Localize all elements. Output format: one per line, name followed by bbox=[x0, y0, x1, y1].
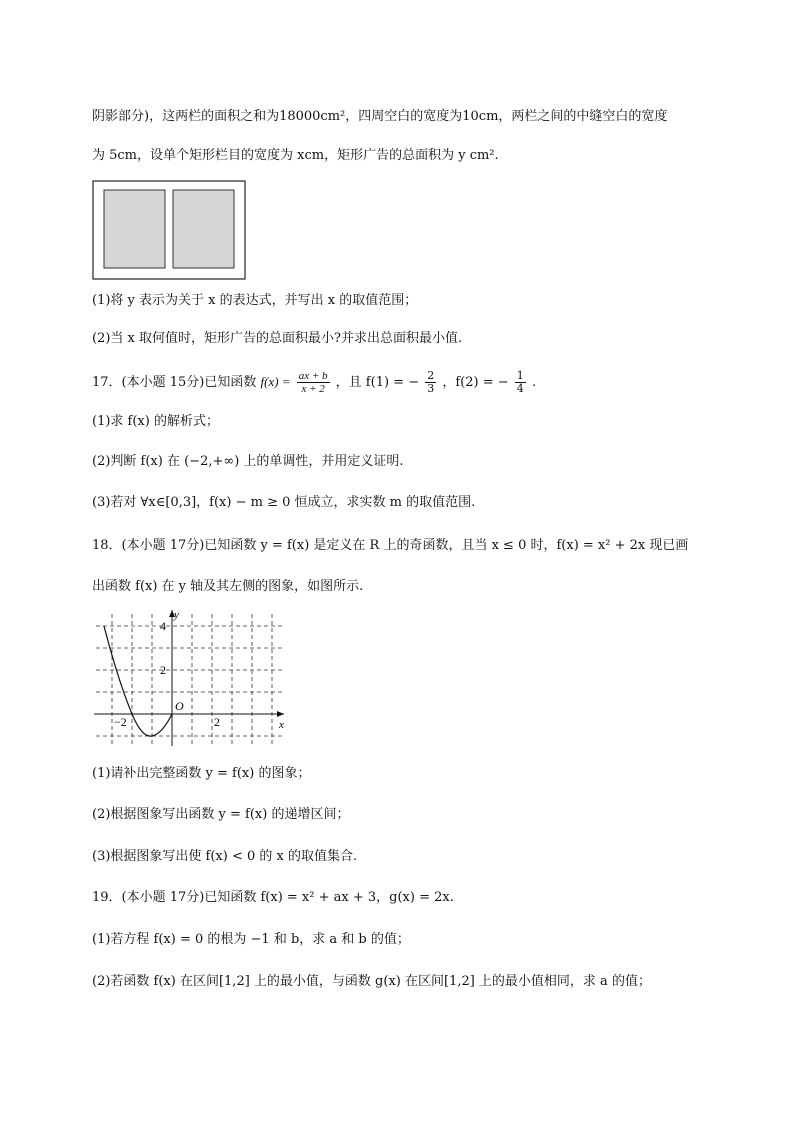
q17-frac-1-num: 2 bbox=[427, 369, 435, 382]
q17-cond-1: ，且 f(1) = − bbox=[335, 375, 420, 390]
q18-stem-line-1: 18．(本小题 17分)已知函数 y = f(x) 是定义在 R 上的奇函数，且当 x ≤ 0 时，f(x) = x² + 2x 现已画 bbox=[92, 538, 689, 553]
origin-label: O bbox=[175, 699, 184, 713]
q18-graph bbox=[92, 606, 292, 751]
tick-x-neg2: −2 bbox=[114, 715, 127, 729]
q17-frac-2-num: 1 bbox=[516, 369, 524, 382]
tick-x-2: 2 bbox=[214, 715, 220, 729]
q17-frac-2-den: 4 bbox=[516, 382, 524, 395]
q18-stem-line-2: 出函数 f(x) 在 y 轴及其左侧的图象，如图所示. bbox=[92, 579, 364, 594]
q17-prefix: 17．(本小题 15分)已知函数 bbox=[92, 375, 257, 390]
ad-column-right bbox=[173, 190, 234, 268]
q16-part-2: (2)当 x 取何值时，矩形广告的总面积最小?并求出总面积最小值. bbox=[92, 331, 463, 346]
q19-stem: 19．(本小题 17分)已知函数 f(x) = x² + ax + 3，g(x) = 2x. bbox=[92, 890, 454, 905]
intro-line-1: 阴影部分)，这两栏的面积之和为18000cm²，四周空白的宽度为10cm，两栏之间的中缝空白的宽度 bbox=[92, 109, 668, 124]
intro-line-2: 为 5cm，设单个矩形栏目的宽度为 xcm，矩形广告的总面积为 y cm². bbox=[92, 148, 499, 163]
q17-frac-1-den: 3 bbox=[427, 382, 435, 395]
ad-column-left bbox=[104, 190, 165, 268]
q18-part-2: (2)根据图象写出函数 y = f(x) 的递增区间； bbox=[92, 807, 350, 822]
ad-layout-figure bbox=[92, 180, 246, 280]
tick-y-2: 2 bbox=[160, 663, 166, 677]
q17-end: . bbox=[531, 375, 537, 390]
q18-part-3: (3)根据图象写出使 f(x) < 0 的 x 的取值集合. bbox=[92, 849, 358, 864]
y-axis-label: y bbox=[174, 609, 179, 621]
q17-stem bbox=[92, 370, 536, 395]
x-axis-arrow bbox=[277, 711, 284, 717]
x-axis-label: x bbox=[279, 719, 284, 731]
q17-part-3: (3)若对 ∀x∈[0,3]，f(x) − m ≥ 0 恒成立，求实数 m 的取值范围. bbox=[92, 495, 476, 510]
q17-fraction bbox=[297, 370, 330, 395]
q19-part-2: (2)若函数 f(x) 在区间[1,2] 上的最小值，与函数 g(x) 在区间[1,2] 上的最小值相同，求 a 的值； bbox=[92, 974, 651, 989]
q17-fraction-denominator: x + 2 bbox=[301, 383, 325, 395]
q16-part-1: (1)将 y 表示为关于 x 的表达式，并写出 x 的取值范围； bbox=[92, 293, 418, 308]
q17-fx: f(x) = bbox=[260, 374, 291, 389]
q17-fraction-numerator: ax + b bbox=[298, 370, 328, 382]
q18-part-1: (1)请补出完整函数 y = f(x) 的图象； bbox=[92, 766, 311, 781]
q17-part-1: (1)求 f(x) 的解析式； bbox=[92, 414, 219, 429]
q17-cond-2: ，f(2) = − bbox=[442, 375, 509, 390]
q17-frac-1 bbox=[425, 370, 436, 395]
q17-frac-2 bbox=[515, 370, 526, 395]
tick-y-4: 4 bbox=[160, 619, 166, 633]
q17-part-2: (2)判断 f(x) 在 (−2,+∞) 上的单调性，并用定义证明. bbox=[92, 454, 404, 469]
q19-part-1: (1)若方程 f(x) = 0 的根为 −1 和 b，求 a 和 b 的值； bbox=[92, 932, 410, 947]
